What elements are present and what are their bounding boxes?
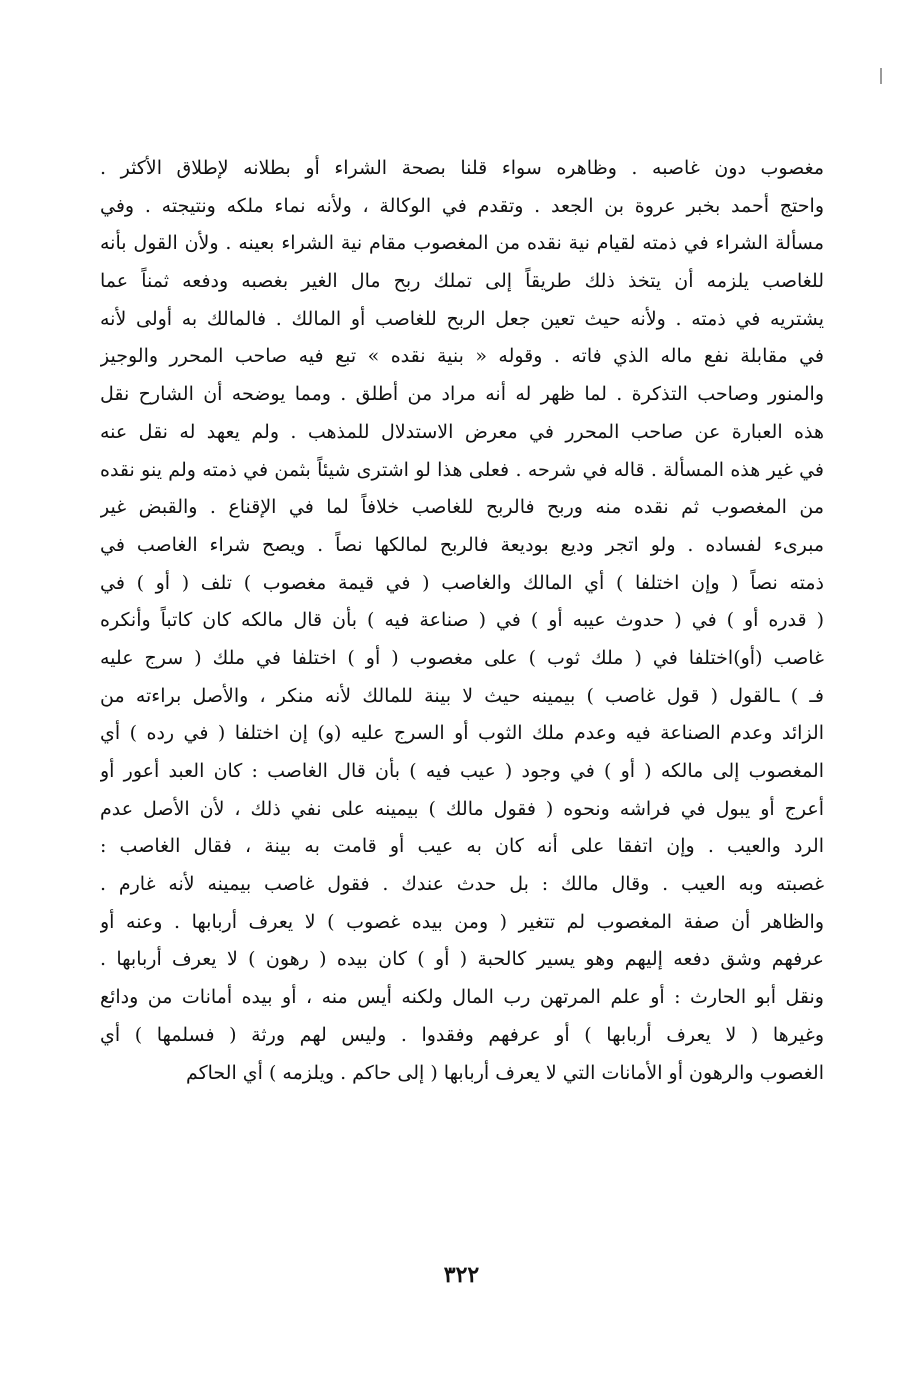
text-line: والظاهر أن صفة المغصوب لم تتغير ( ومن بيده غصوب ) لا يعرف أربابها . وعنه أو (100, 910, 824, 933)
text-line: فـ ) ـالقول ( قول غاصب ) بيمينه حيث لا بينة للمالك لأنه منكر ، والأصل براءته من (100, 684, 824, 707)
text-line: في مقابلة نفع ماله الذي فاته . وقوله « بنية نقده » تبع فيه صاحب المحرر والوجيز (100, 345, 824, 368)
text-line: المغصوب إلى مالكه ( أو ) في وجود ( عيب فيه ) بأن قال الغاصب : كان العبد أعور أو (100, 760, 824, 782)
text-line: الرد والعيب . وإن اتفقا على أنه كان به عيب أو قامت به بينة ، فقال الغاصب : (100, 835, 824, 858)
text-line: مبرىء لفساده . ولو اتجر وديع بوديعة فالربح لمالكها نصاً . ويصح شراء الغاصب في (100, 533, 824, 556)
text-line: مسألة الشراء في ذمته لقيام نية نقده من المغصوب مقام نية الشراء بعينه . ولأن القول بأنه (100, 232, 824, 255)
margin-mark (880, 68, 882, 84)
text-line: واحتج أحمد بخبر عروة بن الجعد . وتقدم في الوكالة ، ولأنه نماء ملكه ونتيجته . وفي (100, 194, 824, 217)
body-text (100, 150, 824, 1092)
text-line: ( قدره أو ) في ( حدوث عيبه أو ) في ( صناعة فيه ) بأن قال مالكه كان كاتباً وأنكره (100, 609, 824, 632)
text-line: هذه العبارة عن صاحب المحرر في معرض الاستدلال للمذهب . ولم يعهد له نقل عنه (100, 420, 824, 443)
text-line: من المغصوب ثم نقده منه وربح فالربح للغاصب خلافاً لما في الإقناع . والقبض غير (100, 496, 824, 519)
text-line: والمنور وصاحب التذكرة . لما ظهر له أنه مراد من أطلق . ومما يوضحه أن الشارح نقل (100, 383, 824, 406)
text-line: للغاصب يلزمه أن يتخذ ذلك طريقاً إلى تملك ربح مال الغير بغصبه ودفعه ثمناً عما (100, 270, 824, 293)
text-line: عرفهم وشق دفعه إليهم وهو يسير كالحبة ( أو ) كان بيده ( رهون ) لا يعرف أربابها . (100, 948, 824, 971)
text-line: أعرج أو يبول في فراشه ونحوه ( فقول مالك ) بيمينه على نفي ذلك ، لأن الأصل عدم (100, 797, 824, 820)
text-line: يشتريه في ذمته . ولأنه حيث تعين جعل الربح للغاصب أو المالك . فالمالك به أولى لأنه (100, 307, 824, 330)
text-line: الغصوب والرهون أو الأمانات التي لا يعرف أربابها ( إلى حاكم . ويلزمه ) أي الحاكم (185, 1061, 824, 1084)
text-line: وغيرها ( لا يعرف أربابها ) أو عرفهم وفقدوا . وليس لهم ورثة ( فسلمها ) أي (100, 1023, 824, 1046)
text-line: الزائد وعدم الصناعة فيه وعدم ملك الثوب أو السرج عليه (و) إن اختلفا ( في رده ) أي (100, 722, 824, 745)
text-line: في غير هذه المسألة . قاله في شرحه . فعلى هذا لو اشترى شيئاً بثمن في ذمته ولم ينو نقده (100, 458, 824, 481)
text-line: مغصوب دون غاصبه . وظاهره سواء قلنا بصحة الشراء أو بطلانه لإطلاق الأكثر . (100, 157, 824, 179)
page-number: ٣٢٢ (443, 1262, 480, 1288)
text-line: ونقل أبو الحارث : أو علم المرتهن رب المال ولكنه أيس منه ، أو بيده أمانات من ودائع (100, 986, 824, 1009)
text-line: غاصب (أو)اختلفا في ( ملك ثوب ) على مغصوب ( أو ) اختلفا في ملك ( سرج عليه (100, 646, 824, 669)
text-line: ذمته نصاً ( وإن اختلفا ) أي المالك والغاصب ( في قيمة مغصوب ) تلف ( أو ) في (100, 571, 824, 594)
text-line: غصبته وبه العيب . وقال مالك : بل حدث عندك . فقول غاصب بيمينه لأنه غارم . (100, 873, 824, 896)
